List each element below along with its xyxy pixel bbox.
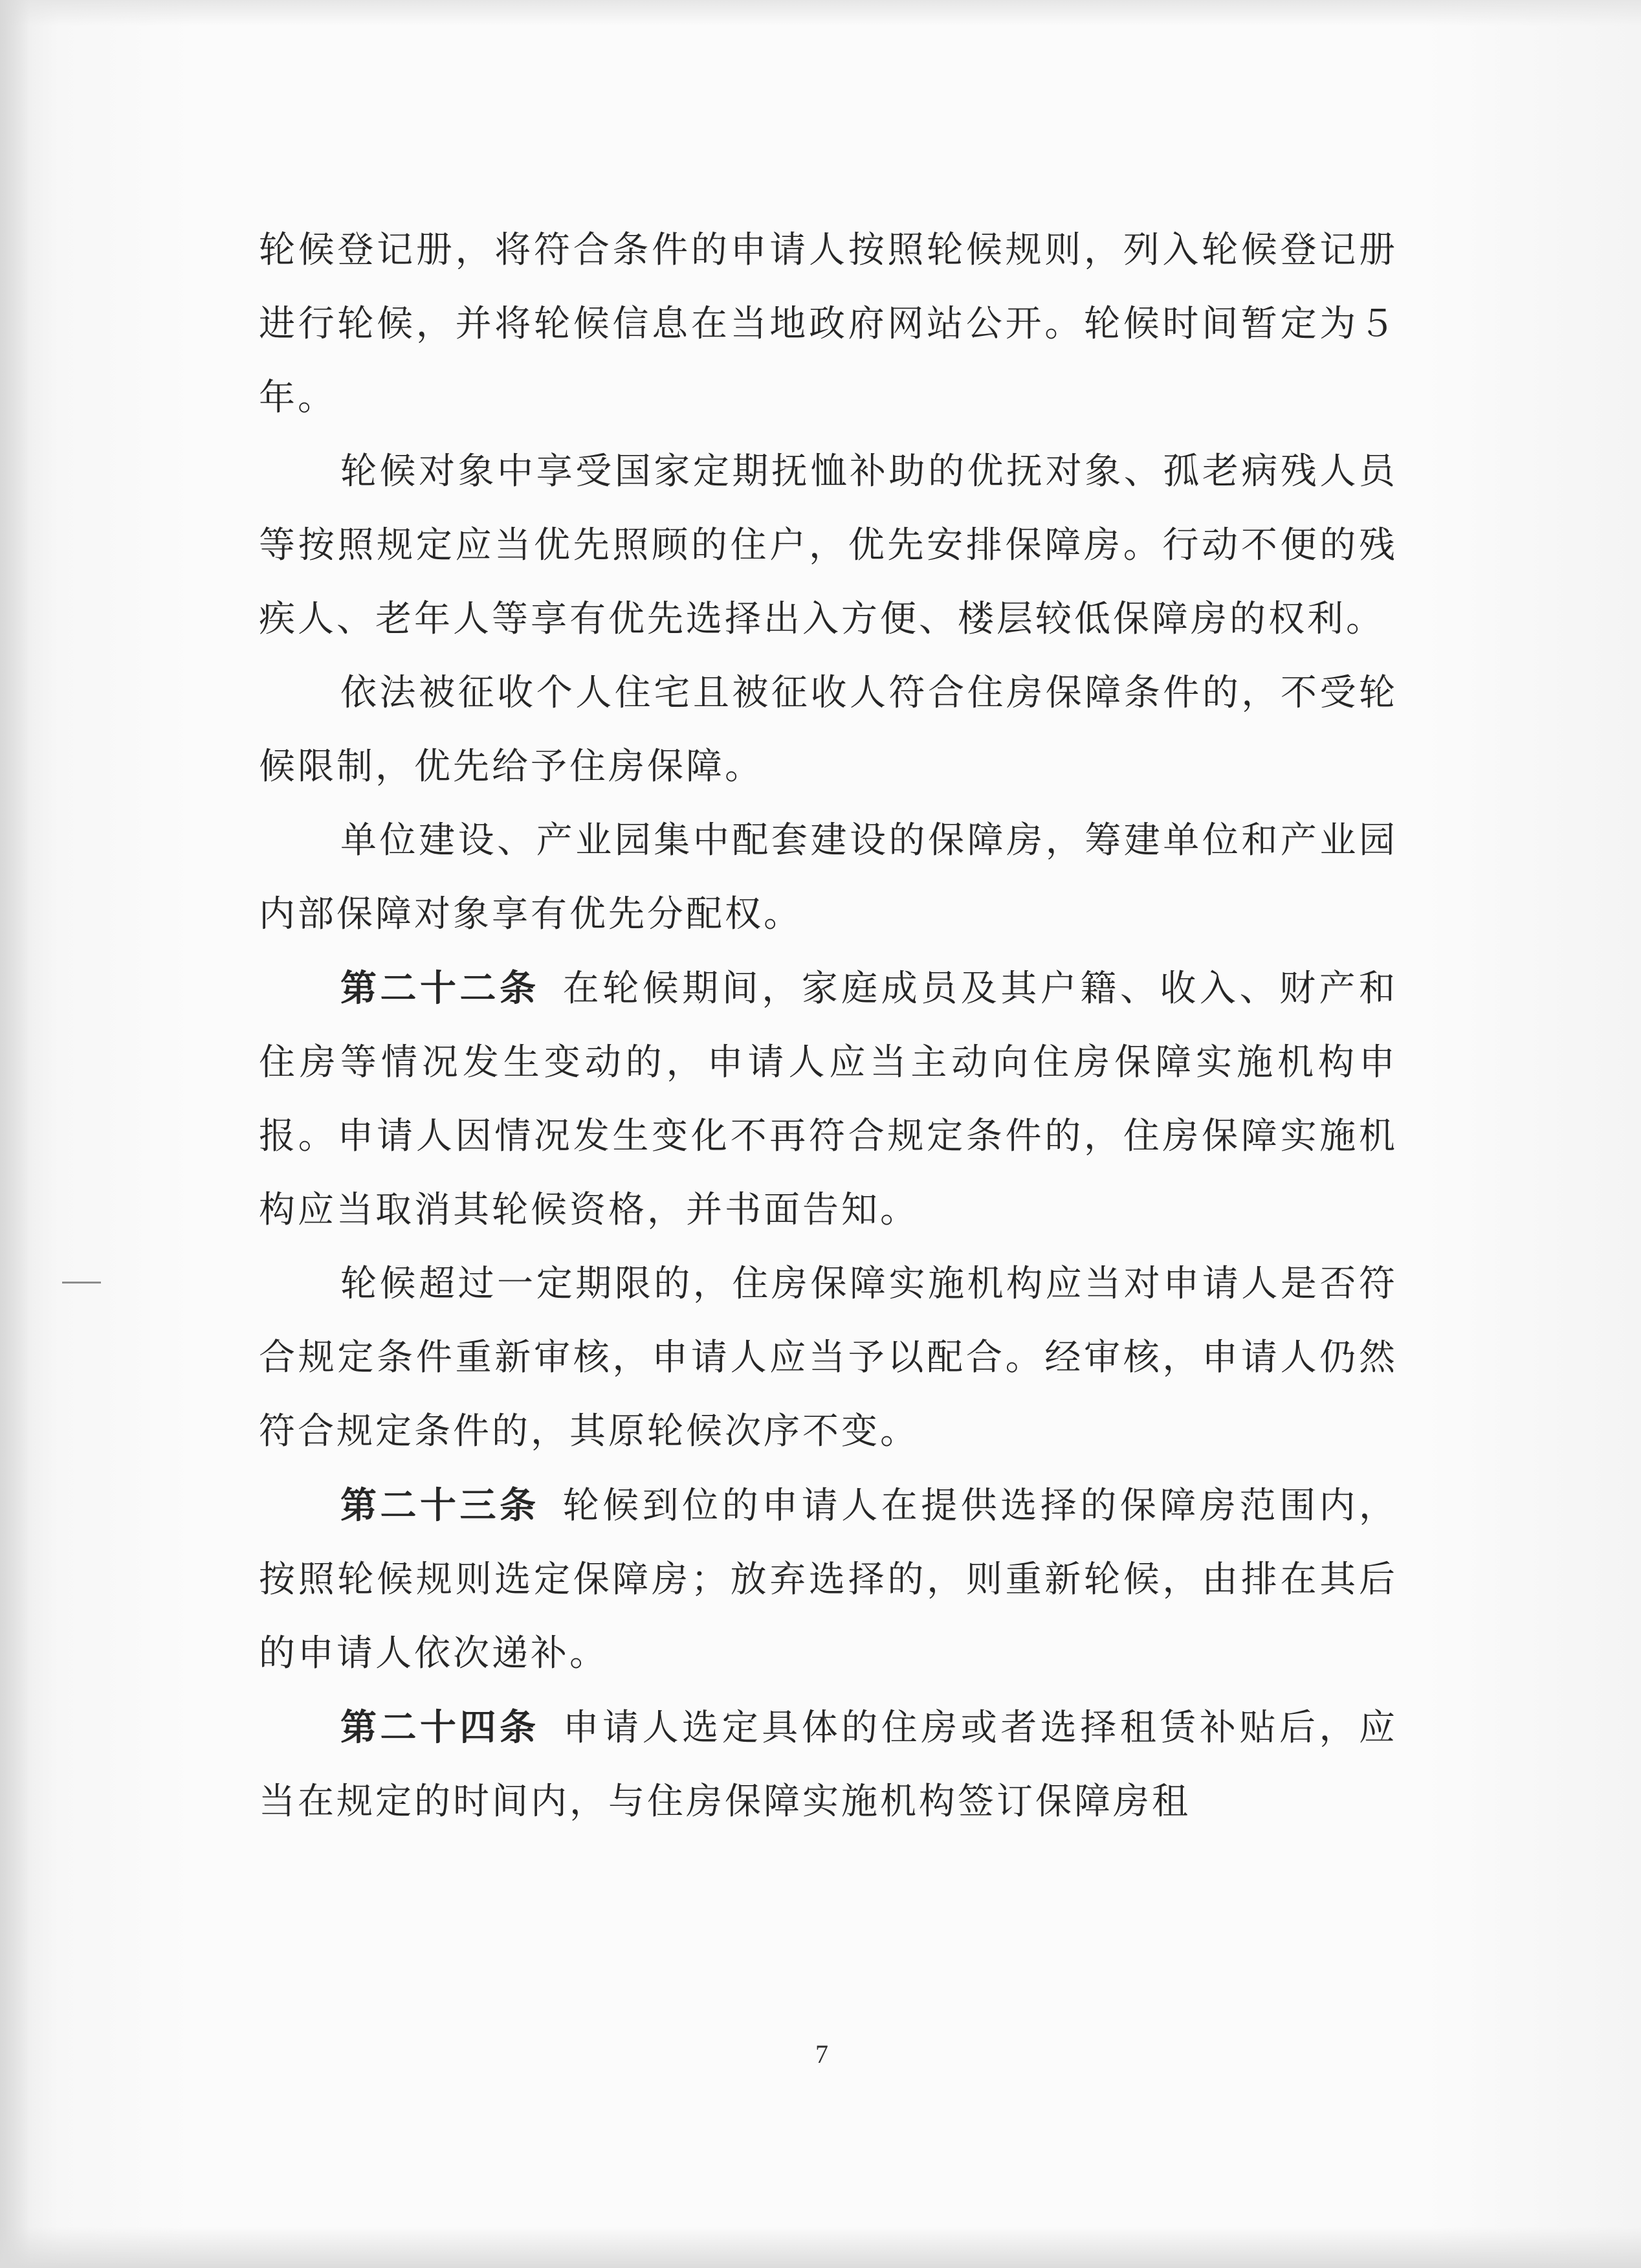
- paragraph-text: 在轮候期间，家庭成员及其户籍、收入、财产和住房等情况发生变动的，申请人应当主动向住房保障实施机构申报。申请人因情况发生变化不再符合规定条件的，住房保障实施机构应当取消其轮候资格，并书面告知。: [259, 968, 1398, 1231]
- paragraph-text: 轮候登记册，将符合条件的申请人按照轮候规则，列入轮候登记册进行轮候，并将轮候信息在当地政府网站公开。轮候时间暂定为５年。: [259, 229, 1398, 419]
- page-number: 7: [815, 2040, 828, 2069]
- document-body: [259, 214, 1398, 1839]
- paragraph-text: 轮候到位的申请人在提供选择的保障房范围内，按照轮候规则选定保障房；放弃选择的，则重新轮候，由排在其后的申请人依次递补。: [259, 1485, 1398, 1674]
- scan-shadow-bottom: [0, 2227, 1641, 2268]
- article-heading: 第二十三条: [340, 1484, 540, 1527]
- paragraph-continued: [259, 214, 1398, 435]
- paragraph-article-22: [259, 951, 1398, 1247]
- paragraph-unit-construction: [259, 804, 1398, 951]
- article-heading: 第二十四条: [340, 1706, 540, 1749]
- paragraph-article-24: [259, 1691, 1398, 1839]
- paragraph-priority-housing: [259, 435, 1398, 656]
- scan-shadow-top: [0, 0, 1641, 26]
- paragraph-text: 申请人选定具体的住房或者选择租赁补贴后，应当在规定的时间内，与住房保障实施机构签订保障房租: [259, 1707, 1398, 1823]
- paragraph-article-23: [259, 1469, 1398, 1691]
- paragraph-expropriation: [259, 656, 1398, 804]
- paragraph-review: [259, 1247, 1398, 1469]
- paragraph-text: 单位建设、产业园集中配套建设的保障房，筹建单位和产业园内部保障对象享有优先分配权。: [259, 819, 1398, 935]
- paragraph-text: 轮候对象中享受国家定期抚恤补助的优抚对象、孤老病残人员等按照规定应当优先照顾的住户，优先安排保障房。行动不便的残疾人、老年人等享有优先选择出入方便、楼层较低保障房的权利。: [259, 450, 1398, 640]
- scan-shadow-left: [0, 0, 30, 2268]
- article-heading: 第二十二条: [340, 967, 540, 1010]
- paragraph-text: 轮候超过一定期限的，住房保障实施机构应当对申请人是否符合规定条件重新审核，申请人应当予以配合。经审核，申请人仍然符合规定条件的，其原轮候次序不变。: [259, 1263, 1398, 1452]
- paragraph-text: 依法被征收个人住宅且被征收人符合住房保障条件的，不受轮候限制，优先给予住房保障。: [259, 672, 1398, 788]
- scan-margin-mark: [62, 1282, 101, 1284]
